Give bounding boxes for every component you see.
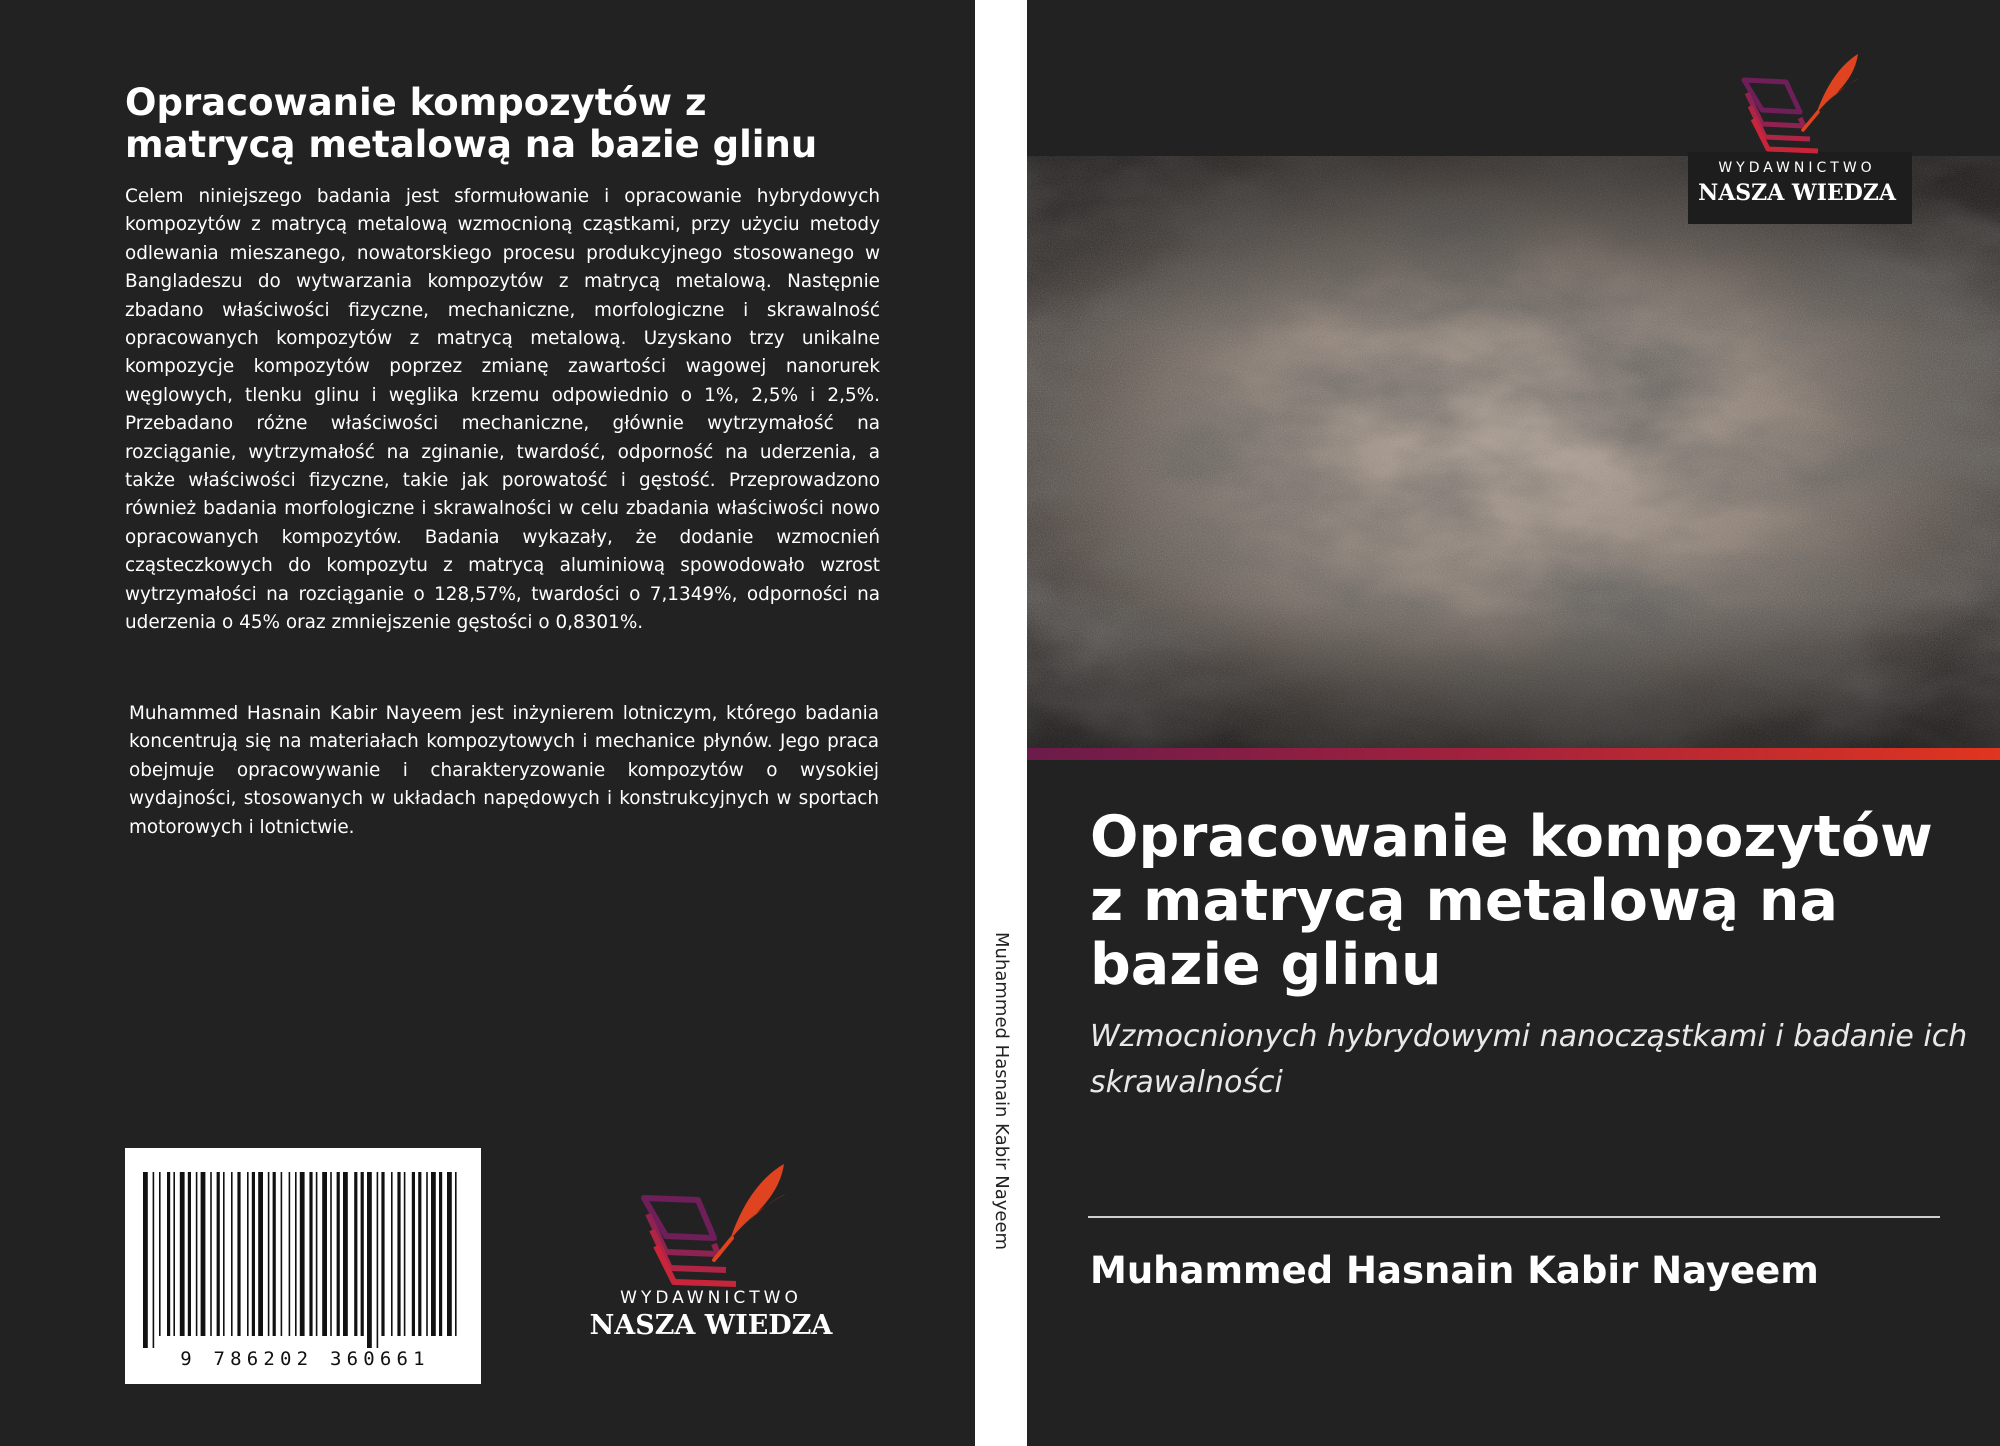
- barcode-bar: [337, 1172, 340, 1336]
- barcode-bar: [247, 1172, 249, 1336]
- barcode-bar: [295, 1172, 297, 1336]
- barcode-bar: [273, 1172, 276, 1336]
- barcode-bar: [391, 1172, 393, 1336]
- barcode-bar: [343, 1172, 348, 1336]
- book-quill-logo-icon: [1682, 50, 1912, 160]
- barcode-bar: [201, 1172, 206, 1336]
- barcode-bar: [426, 1172, 428, 1336]
- barcode-bar: [361, 1172, 364, 1336]
- barcode-bar: [196, 1172, 198, 1336]
- publisher-name-line2: NASZA WIEDZA: [1698, 180, 1896, 206]
- divider-line: [1088, 1216, 1940, 1218]
- barcode-bar: [300, 1172, 305, 1336]
- barcode-bar: [367, 1172, 372, 1348]
- publisher-name-line1: WYDAWNICTWO: [1718, 160, 1876, 176]
- barcode-bar: [289, 1172, 291, 1336]
- publisher-logo-back: [586, 1160, 836, 1350]
- book-quill-logo-icon: [586, 1160, 836, 1290]
- publisher-name-line2: NASZA WIEDZA: [589, 1310, 833, 1341]
- barcode-bar: [418, 1172, 421, 1336]
- barcode-bar: [223, 1172, 225, 1336]
- barcode-bar: [210, 1172, 212, 1336]
- barcode-bar: [217, 1172, 220, 1336]
- barcode-bar: [159, 1172, 161, 1336]
- author-biography: Muhammed Hasnain Kabir Nayeem jest inżynierem lotniczym, którego badania koncentrują się na materiałach kompozytowych i mechanice płynów. Jego praca obejmuje opracowywanie i charakteryzowanie kompozytów o wysokiej wydajności, stosowanych w układach napędowych i konstrukcyjnych w sportach motorowych i lotnictwie.: [129, 703, 879, 838]
- barcode-bar: [173, 1172, 175, 1336]
- isbn-number: 9 786202 360661: [180, 1348, 430, 1370]
- book-description: Celem niniejszego badania jest sformułowanie i opracowanie hybrydowych kompozytów z matrycą metalową wzmocnioną cząstkami, przy użyciu metody odlewania mieszanego, nowatorskiego procesu produkcyjnego stosowanego w Bangladeszu do wytwarzania kompozytów z matrycą metalową. Następnie zbadano właściwości fizyczne, mechaniczne, morfologiczne i skrawalność opracowanych kompozytów z matrycą metalową. Uzyskano trzy unikalne kompozycje kompozytów poprzez zmianę zawartości wagowej nanorurek węglowych, tlenku glinu i węglika krzemu odpowiednio o 1%, 2,5% i 2,5%. Przebadano różne właściwości mechaniczne, głównie wytrzymałość na rozciąganie, wytrzymałość na zginanie, twardość, odporność na uderzenia, a także właściwości fizyczne, takie jak porowatość i gęstość. Przeprowadzono również badania morfologiczne i skrawalności w celu zbadania właściwości nowo opracowanych kompozytów. Badania wykazały, że dodanie wzmocnień cząsteczkowych do kompozytu z matrycą aluminiową spowodowało wzrost wytrzymałości na rozciąganie o 128,57%, twardości o 7,1349%, odporności na uderzenia o 45% oraz zmniejszenie gęstości o 0,8301%.: [125, 186, 880, 634]
- back-cover-title: Opracowanie kompozytów z matrycą metalową na bazie glinu: [125, 81, 818, 166]
- barcode-bar: [381, 1172, 384, 1336]
- barcode-bar: [377, 1172, 379, 1348]
- spine-author-text: Muhammed Hasnain Kabir Nayeem: [991, 932, 1012, 1251]
- front-cover-subtitle: Wzmocnionych hybrydowymi nanocząstkami i badanie ich skrawalności: [1090, 1019, 1968, 1100]
- barcode-bar: [180, 1172, 185, 1336]
- barcode-bar: [231, 1172, 233, 1336]
- barcode-bar: [188, 1172, 191, 1336]
- front-cover-author: Muhammed Hasnain Kabir Nayeem: [1090, 1249, 1819, 1292]
- barcode-bar: [455, 1172, 457, 1336]
- barcode-bar: [412, 1172, 415, 1336]
- barcode-bar: [281, 1172, 283, 1336]
- textured-metal-surface-photo: [1027, 156, 2000, 748]
- cover-photo: [1027, 156, 2000, 748]
- publisher-name-line1: WYDAWNICTWO: [620, 1288, 802, 1308]
- barcode-bar: [354, 1172, 357, 1336]
- barcode-bar: [316, 1172, 318, 1336]
- barcode-bar: [153, 1172, 155, 1348]
- front-cover-title: Opracowanie kompozytów z matrycą metalową na bazie glinu: [1090, 804, 1933, 998]
- barcode-bar: [404, 1172, 406, 1336]
- barcode-bar: [167, 1172, 170, 1336]
- barcode-bar: [237, 1172, 240, 1336]
- barcode-bar: [397, 1172, 400, 1336]
- barcode-bar: [258, 1172, 263, 1336]
- accent-stripe: [1027, 748, 2000, 760]
- barcode-bar: [322, 1172, 327, 1336]
- barcode-bar: [143, 1172, 148, 1348]
- barcode-bar: [330, 1172, 332, 1336]
- barcode-bars: [143, 1172, 463, 1348]
- barcode-bar: [447, 1172, 452, 1336]
- barcode-bar: [309, 1172, 312, 1336]
- barcode-bar: [268, 1172, 270, 1336]
- barcode-bar: [252, 1172, 255, 1336]
- barcode-bar: [431, 1172, 436, 1336]
- isbn-barcode: [125, 1148, 481, 1384]
- barcode-bar: [439, 1172, 442, 1336]
- publisher-logo-front: [1682, 50, 1912, 220]
